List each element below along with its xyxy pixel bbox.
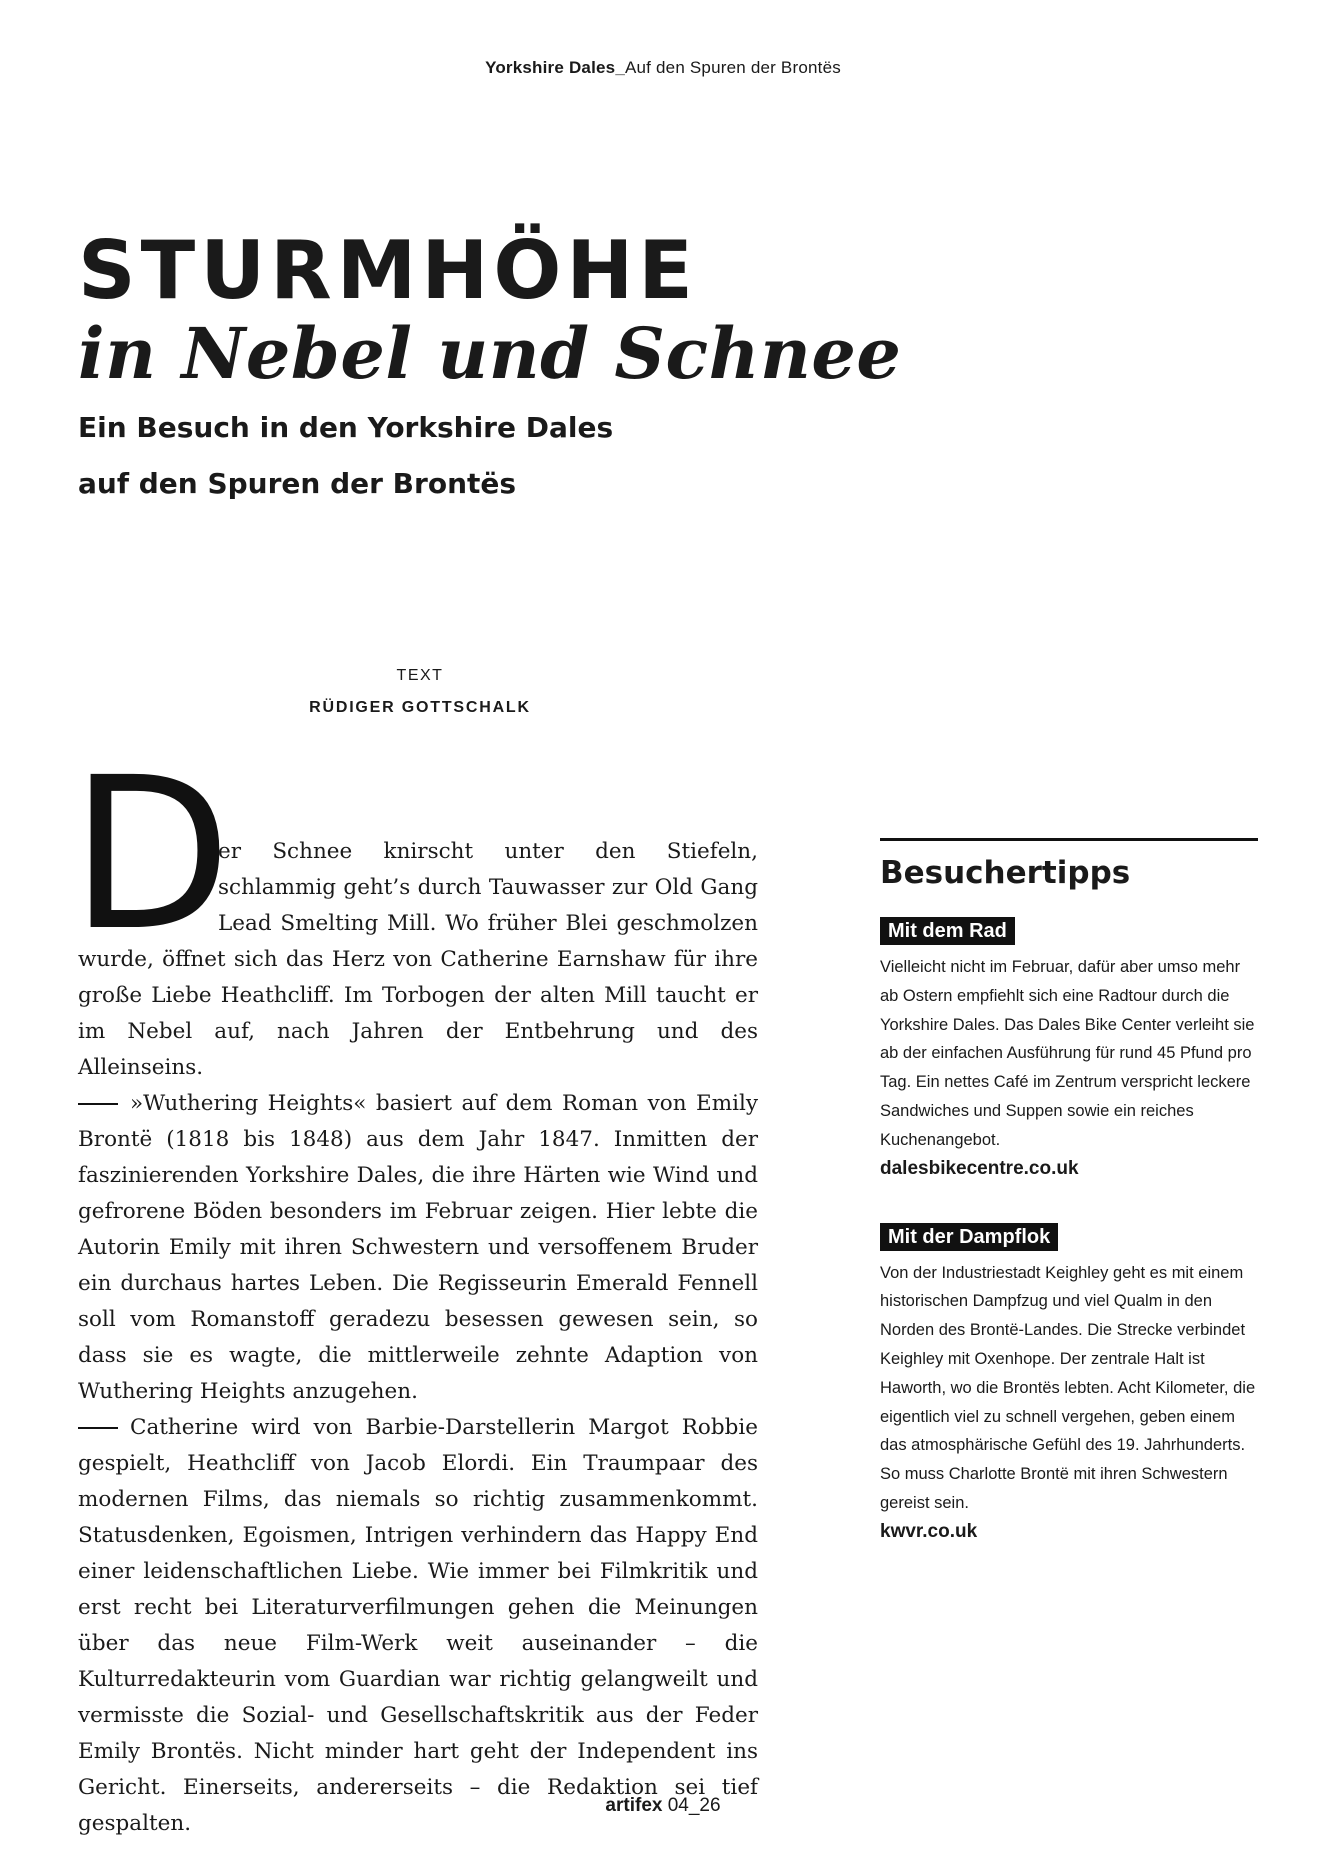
running-head-topic: Auf den Spuren der Brontës xyxy=(624,58,841,77)
tip-tag: Mit der Dampflok xyxy=(880,1223,1058,1251)
paragraph-text: er Schnee knirscht unter den Stiefeln, schlammig geht’s durch Tauwasser zur Old Gang Lead Smelting Mill. Wo früher Blei geschmolzen wurde, öffnet sich das Herz von Catherine Earnshaw für ihre große Liebe Heathcliff. Im Torbogen der alten Mill taucht er im Nebel auf, nach Jahren der Entbehrung und des Alleinseins. xyxy=(78,839,758,1080)
em-dash-marker xyxy=(78,1103,118,1105)
paragraph-text: »Wuthering Heights« basiert auf dem Roman von Emily Brontë (1818 bis 1848) aus dem Jahr 1847. Inmitten der faszinierenden Yorkshire Dales, die ihre Härten wie Wind und gefrorene Böden besonders im Februar zeigen. Hier lebte die Autorin Emily mit ihren Schwestern und versoffenem Bruder ein durchaus hartes Leben. Die Regisseurin Emerald Fennell soll vom Romanstoff geradezu besessen gewesen sein, so dass sie es wagte, die mittlerweile zehnte Adaption von Wuthering Heights anzugehen. xyxy=(78,1091,758,1404)
footer-brand: artifex xyxy=(605,1795,663,1816)
page-title: STURMHÖHE xyxy=(78,224,698,317)
deck-line-2: auf den Spuren der Brontës xyxy=(78,467,517,500)
tip-steam-train xyxy=(880,1223,1258,1546)
sidebar-visitor-tips xyxy=(880,838,1258,1586)
article-paragraph-3 xyxy=(78,1410,758,1842)
footer-issue: 04_26 xyxy=(662,1795,721,1816)
tip-text: Vielleicht nicht im Februar, dafür aber umso mehr ab Ostern empfiehlt sich eine Radtour durch die Yorkshire Dales. Das Dales Bike Center verleiht sie ab der einfachen Ausführung für rund 45 Pfund pro Tag. Ein nettes Café im Zentrum verspricht leckere Sandwiches und Suppen sowie ein reiches Kuchenangebot. xyxy=(880,958,1255,1149)
drop-cap: D xyxy=(70,732,232,977)
article-paragraph-2 xyxy=(78,1086,758,1410)
tip-tag: Mit dem Rad xyxy=(880,917,1015,945)
byline-author: RÜDIGER GOTTSCHALK xyxy=(309,699,531,716)
tip-link[interactable]: dalesbikecentre.co.uk xyxy=(880,1157,1079,1179)
page-subtitle: in Nebel und Schnee xyxy=(78,312,902,395)
byline-label: TEXT xyxy=(396,667,444,684)
paragraph-text: Catherine wird von Barbie-Darstellerin Margot Robbie gespielt, Heathcliff von Jacob Elordi. Ein Traumpaar des modernen Films, das niemals so richtig zusammenkommt. Statusdenken, Egoismen, Intrigen verhindern das Happy End einer leidenschaftlichen Liebe. Wie immer bei Filmkritik und erst recht bei Literaturverfilmungen gehen die Meinungen über das neue Film-Werk weit auseinander – die Kulturredakteurin vom Guardian war richtig gelangweilt und vermisste die Sozial- und Gesellschaftskritik aus der Feder Emily Brontës. Nicht minder hart geht der Independent ins Gericht. Einerseits, andererseits – die Redaktion sei tief gespalten. xyxy=(78,1415,758,1836)
sidebar-title: Besuchertipps xyxy=(880,855,1131,891)
tip-text: Von der Industriestadt Keighley geht es mit einem historischen Dampfzug und viel Qualm in den Norden des Brontë-Landes. Die Strecke verbindet Keighley mit Oxenhope. Der zentrale Halt ist Haworth, wo die Brontës lebten. Acht Kilometer, die eigentlich viel zu schnell vergehen, geben einem das atmosphärische Gefühl des 19. Jahrhunderts. So muss Charlotte Brontë mit ihren Schwestern gereist sein. xyxy=(880,1263,1256,1512)
tip-bike xyxy=(880,917,1258,1183)
running-head xyxy=(0,58,1326,78)
dropcap-spacer xyxy=(78,834,218,942)
sidebar-divider xyxy=(880,838,1258,841)
tip-link[interactable]: kwvr.co.uk xyxy=(880,1520,978,1542)
title-block xyxy=(78,224,978,395)
em-dash-marker xyxy=(78,1427,118,1429)
running-head-section: Yorkshire Dales_ xyxy=(485,58,625,77)
page-footer xyxy=(0,1795,1326,1817)
article-body xyxy=(78,834,758,1842)
byline xyxy=(270,663,570,727)
deck-line-1: Ein Besuch in den Yorkshire Dales xyxy=(78,411,614,444)
deck xyxy=(78,400,878,512)
article-paragraph-1 xyxy=(78,834,758,1086)
